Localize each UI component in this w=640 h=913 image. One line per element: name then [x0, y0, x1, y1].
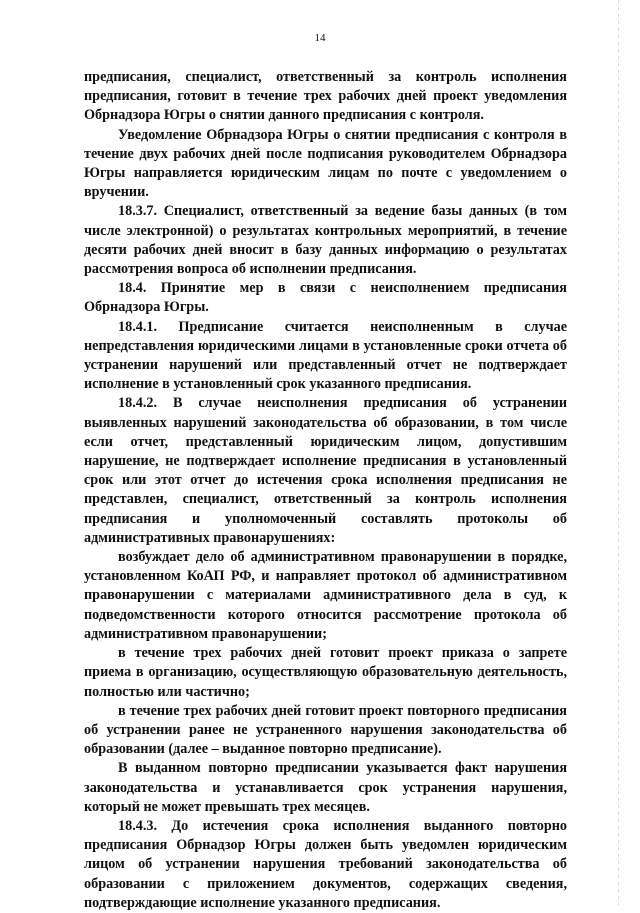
paragraph-notification: Уведомление Обрнадзора Югры о снятии предписания с контроля в течение двух рабочих дней после подписания руководителем Обрнадзора Югры направляется юридическим лицам по почте с уведомлением о вручении. [84, 126, 567, 201]
paragraph-18-4-2: 18.4.2. В случае неисполнения предписания об устранении выявленных нарушений законодательства об образовании, в том числе если отчет, представленный юридическим лицом, допустившим нарушение, не подтверждает исполнение предписания в установленный срок или этот отчет до истечения срока исполнения предписания не представлен, специалист, ответственный за контроль исполнения предписания и уполномоченный составлять протоколы об административных правонарушениях: [84, 395, 567, 546]
paragraph-18-4-1: 18.4.1. Предписание считается неисполненным в случае непредставления юридическими лицами в установленные сроки отчета об устранении нарушений или представленный отчет не подтверждает исполнение в установленный срок указанного предписания. [84, 318, 567, 393]
scan-edge-line [618, 0, 619, 905]
page-number: 14 [314, 32, 326, 44]
document-body [84, 68, 567, 913]
paragraph-18-4: 18.4. Принятие мер в связи с неисполнением предписания Обрнадзора Югры. [84, 280, 567, 316]
paragraph-continuation: предписания, специалист, ответственный за контроль исполнения предписания, готовит в течение трех рабочих дней проект уведомления Обрнадзора Югры о снятии данного предписания с контроля. [84, 69, 567, 124]
paragraph-18-4-3: 18.4.3. До истечения срока исполнения выданного повторно предписания Обрнадзор Югры должен быть уведомлен юридическим лицом об устранении нарушения требований законодательства об образовании с приложением документов, содержащих сведения, подтверждающие исполнение указанного предписания. [84, 817, 567, 911]
paragraph-list-item-3: в течение трех рабочих дней готовит проект повторного предписания об устранении ранее не устраненного нарушения законодательства об образовании (далее – выданное повторно предписание). [84, 702, 567, 758]
paragraph-18-3-7: 18.3.7. Специалист, ответственный за ведение базы данных (в том числе электронной) о результатах контрольных мероприятий, в течение десяти рабочих дней вносит в базу данных информацию о результатах рассмотрения вопроса об исполнении предписания. [84, 203, 567, 278]
paragraph-repeat-order: В выданном повторно предписании указывается факт нарушения законодательства и устанавливается срок устранения нарушения, который не может превышать трех месяцев. [84, 760, 567, 815]
paragraph-list-item-2: в течение трех рабочих дней готовит проект приказа о запрете приема в организацию, осуществляющую образовательную деятельность, полностью или частично; [84, 645, 567, 700]
paragraph-list-item-1: возбуждает дело об административном правонарушении в порядке, установленном КоАП РФ, и направляет протокол об административном правонарушении с материалами административного дела в суд, к подведомственности которого относится рассмотрение протокола об административном правонарушении; [84, 549, 567, 642]
